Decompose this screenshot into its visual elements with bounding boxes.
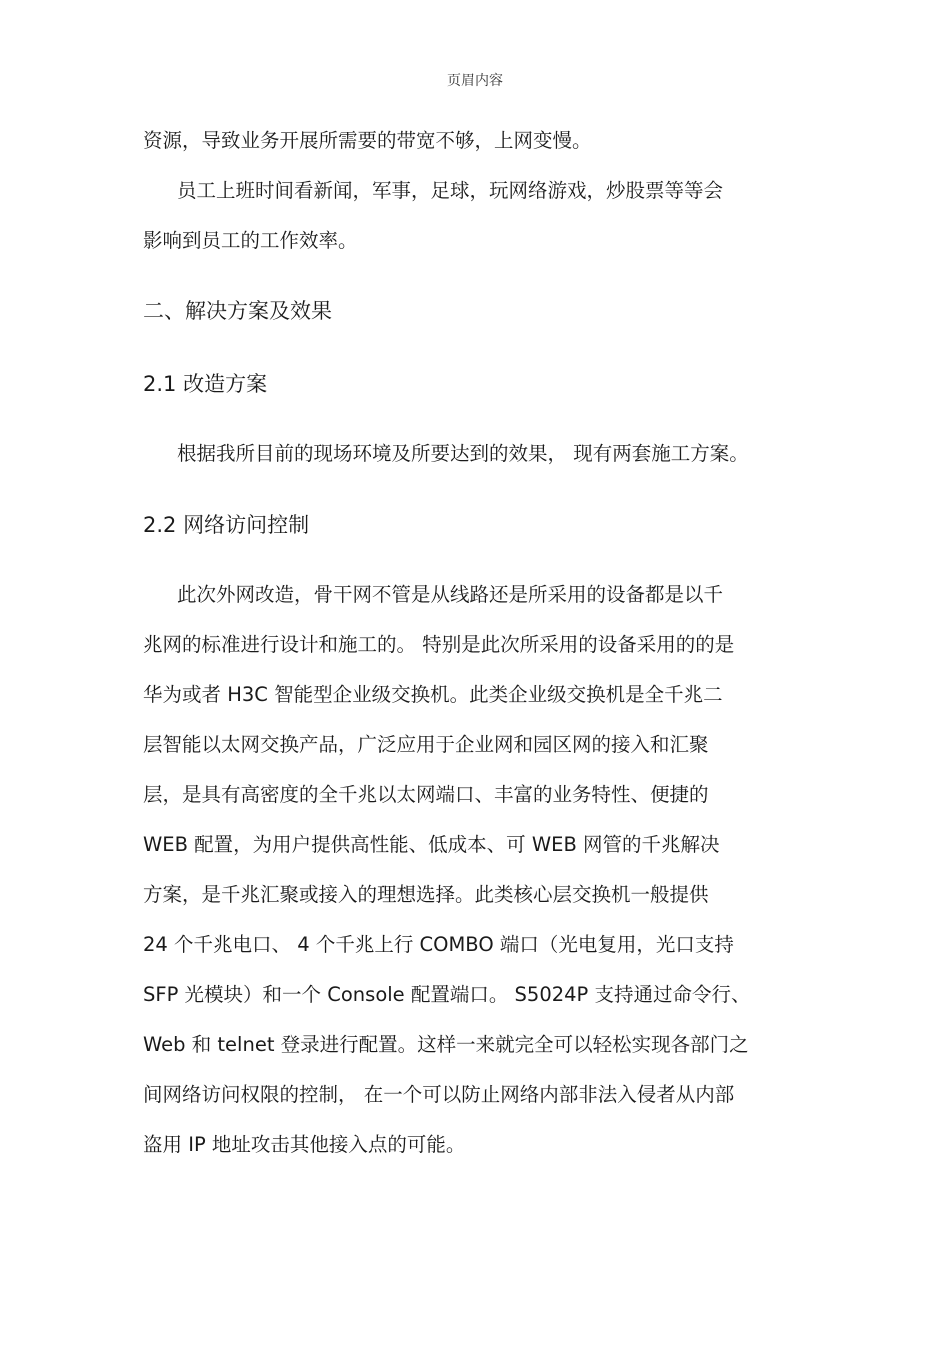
section-heading: 二、解决方案及效果 bbox=[143, 299, 332, 323]
text-line: 间网络访问权限的控制， 在一个可以防止网络内部非法入侵者从内部 bbox=[143, 1083, 735, 1106]
text-line: 资源，导致业务开展所需要的带宽不够，上网变慢。 bbox=[143, 129, 592, 152]
subsection-heading: 2.1 改造方案 bbox=[143, 372, 268, 396]
text-line: SFP 光模块）和一个 Console 配置端口。 S5024P 支持通过命令行、 bbox=[143, 983, 751, 1006]
text-line: 兆网的标准进行设计和施工的。 特别是此次所采用的设备采用的的是 bbox=[143, 633, 735, 656]
subsection-heading: 2.2 网络访问控制 bbox=[143, 513, 310, 537]
text-line: Web 和 telnet 登录进行配置。这样一来就完全可以轻松实现各部门之 bbox=[143, 1033, 749, 1056]
text-line: 层智能以太网交换产品，广泛应用于企业网和园区网的接入和汇聚 bbox=[143, 733, 709, 756]
text-line: 层，是具有高密度的全千兆以太网端口、丰富的业务特性、便捷的 bbox=[143, 783, 709, 806]
paragraph-first-line: 此次外网改造，骨干网不管是从线路还是所采用的设备都是以千 bbox=[177, 583, 724, 606]
text-line: 盗用 IP 地址攻击其他接入点的可能。 bbox=[143, 1133, 466, 1156]
page-header: 页眉内容 bbox=[447, 73, 503, 89]
paragraph-first-line: 根据我所目前的现场环境及所要达到的效果， 现有两套施工方案。 bbox=[177, 442, 749, 465]
text-line: 华为或者 H3C 智能型企业级交换机。此类企业级交换机是全千兆二 bbox=[143, 683, 723, 706]
text-line: WEB 配置，为用户提供高性能、低成本、可 WEB 网管的千兆解决 bbox=[143, 833, 720, 856]
text-line: 方案，是千兆汇聚或接入的理想选择。此类核心层交换机一般提供 bbox=[143, 883, 709, 906]
paragraph-first-line: 员工上班时间看新闻，军事，足球，玩网络游戏，炒股票等等会 bbox=[177, 179, 724, 202]
text-line: 影响到员工的工作效率。 bbox=[143, 229, 358, 252]
text-line: 24 个千兆电口、 4 个千兆上行 COMBO 端口（光电复用，光口支持 bbox=[143, 933, 734, 956]
